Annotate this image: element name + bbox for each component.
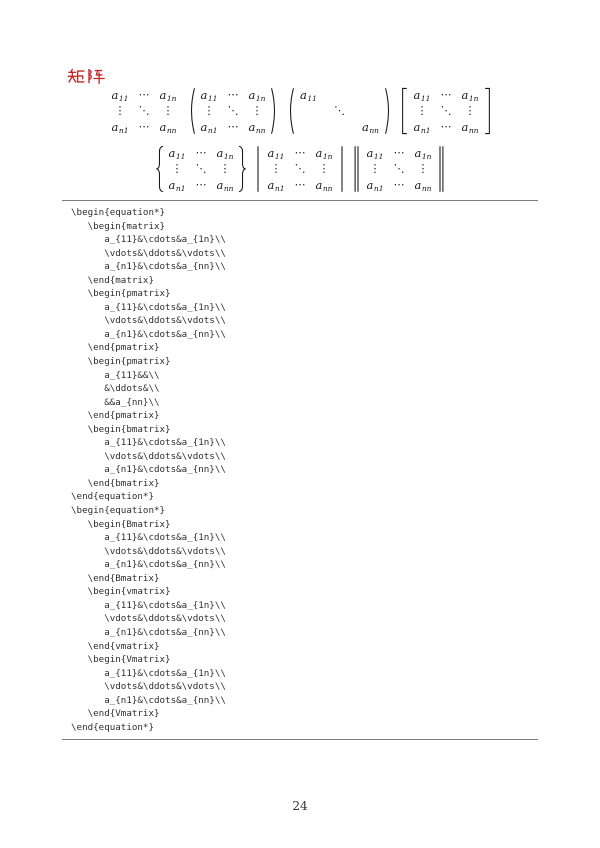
vdots-symbol: ⋮ (114, 104, 126, 117)
variable: a (300, 88, 307, 102)
subscript: 1n (468, 94, 479, 103)
subscript: nn (322, 184, 333, 193)
cdots-symbol: ⋯ (138, 120, 150, 133)
variable: a (111, 120, 119, 134)
matrix-entry (199, 119, 219, 135)
variable: a (248, 120, 256, 134)
vmatrix-matrix (253, 143, 347, 195)
variable: a (366, 146, 374, 160)
right-bracket-delimiter (483, 85, 493, 137)
code-line: \begin{pmatrix} (71, 356, 171, 368)
matrix-entry (413, 145, 433, 161)
matrix-grid (107, 85, 181, 137)
cdots-symbol: ⋯ (138, 88, 150, 101)
equation-row-2 (0, 141, 600, 197)
subscript: 11 (274, 152, 285, 161)
subscript: 11 (175, 152, 186, 161)
left-brace-delimiter (154, 143, 164, 195)
variable: a (200, 88, 208, 102)
subscript: nn (166, 126, 177, 135)
vdots-symbol: ⋮ (251, 104, 263, 117)
matrix-entry (412, 119, 432, 135)
cdots-symbol: ⋯ (227, 120, 239, 133)
matrix-entry (247, 119, 267, 135)
matrix-entry (314, 177, 334, 193)
equation-row-1 (0, 83, 600, 139)
variable: a (168, 178, 176, 192)
empty-cell (298, 119, 319, 135)
empty-cell (360, 103, 381, 119)
matrix-entry (298, 87, 319, 103)
ddots-symbol: ⋱ (294, 162, 306, 175)
matrix-entry (110, 119, 130, 135)
code-line: \end{pmatrix} (71, 410, 160, 422)
code-line: a_{n1}&\cdots&a_{nn}\\ (71, 328, 226, 340)
code-line: a_{11}&\cdots&a_{1n}\\ (71, 437, 226, 449)
empty-cell (360, 87, 381, 103)
matrix-entry (215, 177, 235, 193)
vdots-symbol: ⋮ (416, 104, 428, 117)
left-paren-delimiter (285, 85, 295, 137)
variable: a (315, 178, 323, 192)
cdots-symbol: ⋯ (294, 178, 306, 191)
ddots-symbol: ⋱ (334, 104, 345, 117)
left-Vert-delimiter (352, 143, 362, 195)
matrix-entry (460, 119, 480, 135)
cdots-symbol: ⋯ (227, 88, 239, 101)
code-line: \begin{Vmatrix} (71, 654, 171, 666)
subscript: 11 (118, 94, 129, 103)
subscript: 11 (307, 94, 317, 103)
matrix-grid (263, 143, 337, 195)
code-line: a_{11}&\cdots&a_{1n}\\ (71, 599, 226, 611)
matrix-entry (247, 87, 267, 103)
vdots-symbol: ⋮ (318, 162, 330, 175)
cdots-symbol: ⋯ (195, 178, 207, 191)
code-line: \vdots&\ddots&\vdots\\ (71, 450, 226, 462)
matrix-entry (158, 119, 178, 135)
right-vert-delimiter (337, 143, 347, 195)
variable: a (413, 88, 421, 102)
code-line: a_{n1}&\cdots&a_{nn}\\ (71, 464, 226, 476)
cdots-symbol: ⋯ (440, 120, 452, 133)
cdots-symbol: ⋯ (440, 88, 452, 101)
matrix-entry (266, 145, 286, 161)
code-line: \begin{Bmatrix} (71, 518, 171, 530)
code-line: \begin{pmatrix} (71, 288, 171, 300)
empty-cell (329, 119, 350, 135)
page-number: 24 (292, 799, 308, 813)
matrix-grid (362, 143, 436, 195)
pmatrix-matrix (285, 85, 394, 137)
variable: a (315, 146, 323, 160)
code-line: a_{n1}&\cdots&a_{nn}\\ (71, 694, 226, 706)
variable: a (361, 120, 369, 134)
matrix-entry (460, 87, 480, 103)
matrix-grid (164, 143, 238, 195)
right-Vert-delimiter (436, 143, 446, 195)
code-line: \begin{bmatrix} (71, 423, 171, 435)
variable: a (267, 178, 275, 192)
cdots-symbol: ⋯ (393, 146, 405, 159)
variable: a (461, 88, 469, 102)
variable: a (168, 146, 176, 160)
right-paren-delimiter (384, 85, 394, 137)
matrix-entry (314, 145, 334, 161)
matrix-matrix (107, 85, 181, 137)
matrix-grid (295, 85, 384, 137)
code-line: a_{11}&\cdots&a_{1n}\\ (71, 532, 226, 544)
code-block (71, 206, 531, 734)
code-line: \vdots&\ddots&\vdots\\ (71, 247, 226, 259)
left-paren-delimiter (186, 85, 196, 137)
vdots-symbol: ⋮ (219, 162, 231, 175)
vdots-symbol: ⋮ (464, 104, 476, 117)
matrix-entry (199, 87, 219, 103)
code-line: a_{n1}&\cdots&a_{nn}\\ (71, 626, 226, 638)
subscript: n1 (373, 184, 384, 193)
variable: a (159, 88, 167, 102)
matrix-entry (365, 177, 385, 193)
ddots-symbol: ⋱ (393, 162, 405, 175)
code-line: a_{11}&\cdots&a_{1n}\\ (71, 234, 226, 246)
code-line: &&a_{nn}\\ (71, 396, 160, 408)
empty-cell (298, 103, 319, 119)
bmatrix-matrix (399, 85, 493, 137)
code-line: a_{n1}&\cdots&a_{nn}\\ (71, 261, 226, 273)
empty-cell (329, 87, 350, 103)
code-block-top-rule (62, 200, 538, 201)
subscript: 11 (420, 94, 431, 103)
code-line: \vdots&\ddots&\vdots\\ (71, 545, 226, 557)
code-line: a_{11}&&\\ (71, 369, 160, 381)
code-line: \end{equation*} (71, 721, 154, 733)
code-line: \vdots&\ddots&\vdots\\ (71, 315, 226, 327)
code-line: \end{vmatrix} (71, 640, 160, 652)
subscript: nn (421, 184, 432, 193)
variable: a (159, 120, 167, 134)
vdots-symbol: ⋮ (270, 162, 282, 175)
matrix-entry (266, 177, 286, 193)
variable: a (200, 120, 208, 134)
Bmatrix-matrix (154, 143, 248, 195)
vdots-symbol: ⋮ (369, 162, 381, 175)
subscript: 1n (255, 94, 266, 103)
variable: a (267, 146, 275, 160)
matrix-grid (196, 85, 270, 137)
subscript: nn (223, 184, 234, 193)
subscript: 1n (223, 152, 234, 161)
variable: a (413, 120, 421, 134)
subscript: n1 (175, 184, 186, 193)
code-line: \end{Bmatrix} (71, 572, 160, 584)
subscript: 11 (373, 152, 384, 161)
vdots-symbol: ⋮ (417, 162, 429, 175)
code-line: \begin{equation*} (71, 505, 166, 517)
Vmatrix-matrix (352, 143, 446, 195)
matrix-entry (412, 87, 432, 103)
cdots-symbol: ⋯ (393, 178, 405, 191)
right-paren-delimiter (270, 85, 280, 137)
matrix-entry (365, 145, 385, 161)
right-brace-delimiter (238, 143, 248, 195)
vdots-symbol: ⋮ (162, 104, 174, 117)
variable: a (414, 146, 422, 160)
variable: a (248, 88, 256, 102)
subscript: nn (255, 126, 266, 135)
ddots-symbol: ⋱ (227, 104, 239, 117)
subscript: nn (369, 126, 380, 135)
ddots-symbol: ⋱ (138, 104, 150, 117)
subscript: 1n (322, 152, 333, 161)
code-line: \vdots&\ddots&\vdots\\ (71, 613, 226, 625)
variable: a (216, 146, 224, 160)
code-line: a_{11}&\cdots&a_{1n}\\ (71, 301, 226, 313)
code-line: \end{matrix} (71, 274, 154, 286)
matrix-entry (167, 145, 187, 161)
cdots-symbol: ⋯ (195, 146, 207, 159)
code-line: a_{n1}&\cdots&a_{nn}\\ (71, 559, 226, 571)
subscript: 1n (421, 152, 432, 161)
code-line: \vdots&\ddots&\vdots\\ (71, 681, 226, 693)
matrix-entry (413, 177, 433, 193)
vdots-symbol: ⋮ (171, 162, 183, 175)
pmatrix-matrix (186, 85, 280, 137)
code-line: \begin{matrix} (71, 220, 166, 232)
matrix-entry (360, 119, 381, 135)
code-line: \begin{vmatrix} (71, 586, 171, 598)
subscript: n1 (274, 184, 285, 193)
subscript: n1 (420, 126, 431, 135)
matrix-grid (409, 85, 483, 137)
code-line: \end{pmatrix} (71, 342, 160, 354)
vdots-symbol: ⋮ (203, 104, 215, 117)
subscript: n1 (118, 126, 129, 135)
ddots-symbol: ⋱ (440, 104, 452, 117)
subscript: n1 (207, 126, 218, 135)
code-line: a_{11}&\cdots&a_{1n}\\ (71, 667, 226, 679)
code-line: \end{Vmatrix} (71, 708, 160, 720)
subscript: 11 (207, 94, 218, 103)
code-line: \begin{equation*} (71, 207, 166, 218)
code-line: \end{bmatrix} (71, 477, 160, 489)
ddots-symbol: ⋱ (195, 162, 207, 175)
variable: a (216, 178, 224, 192)
code-line: \end{equation*} (71, 491, 154, 503)
cdots-symbol: ⋯ (294, 146, 306, 159)
variable: a (461, 120, 469, 134)
subscript: nn (468, 126, 479, 135)
left-bracket-delimiter (399, 85, 409, 137)
variable: a (414, 178, 422, 192)
code-block-bottom-rule (62, 739, 538, 740)
matrix-entry (167, 177, 187, 193)
variable: a (111, 88, 119, 102)
matrix-entry (215, 145, 235, 161)
subscript: 1n (166, 94, 177, 103)
variable: a (366, 178, 374, 192)
left-vert-delimiter (253, 143, 263, 195)
code-line: &\ddots&\\ (71, 383, 160, 395)
matrix-entry (158, 87, 178, 103)
matrix-entry (110, 87, 130, 103)
